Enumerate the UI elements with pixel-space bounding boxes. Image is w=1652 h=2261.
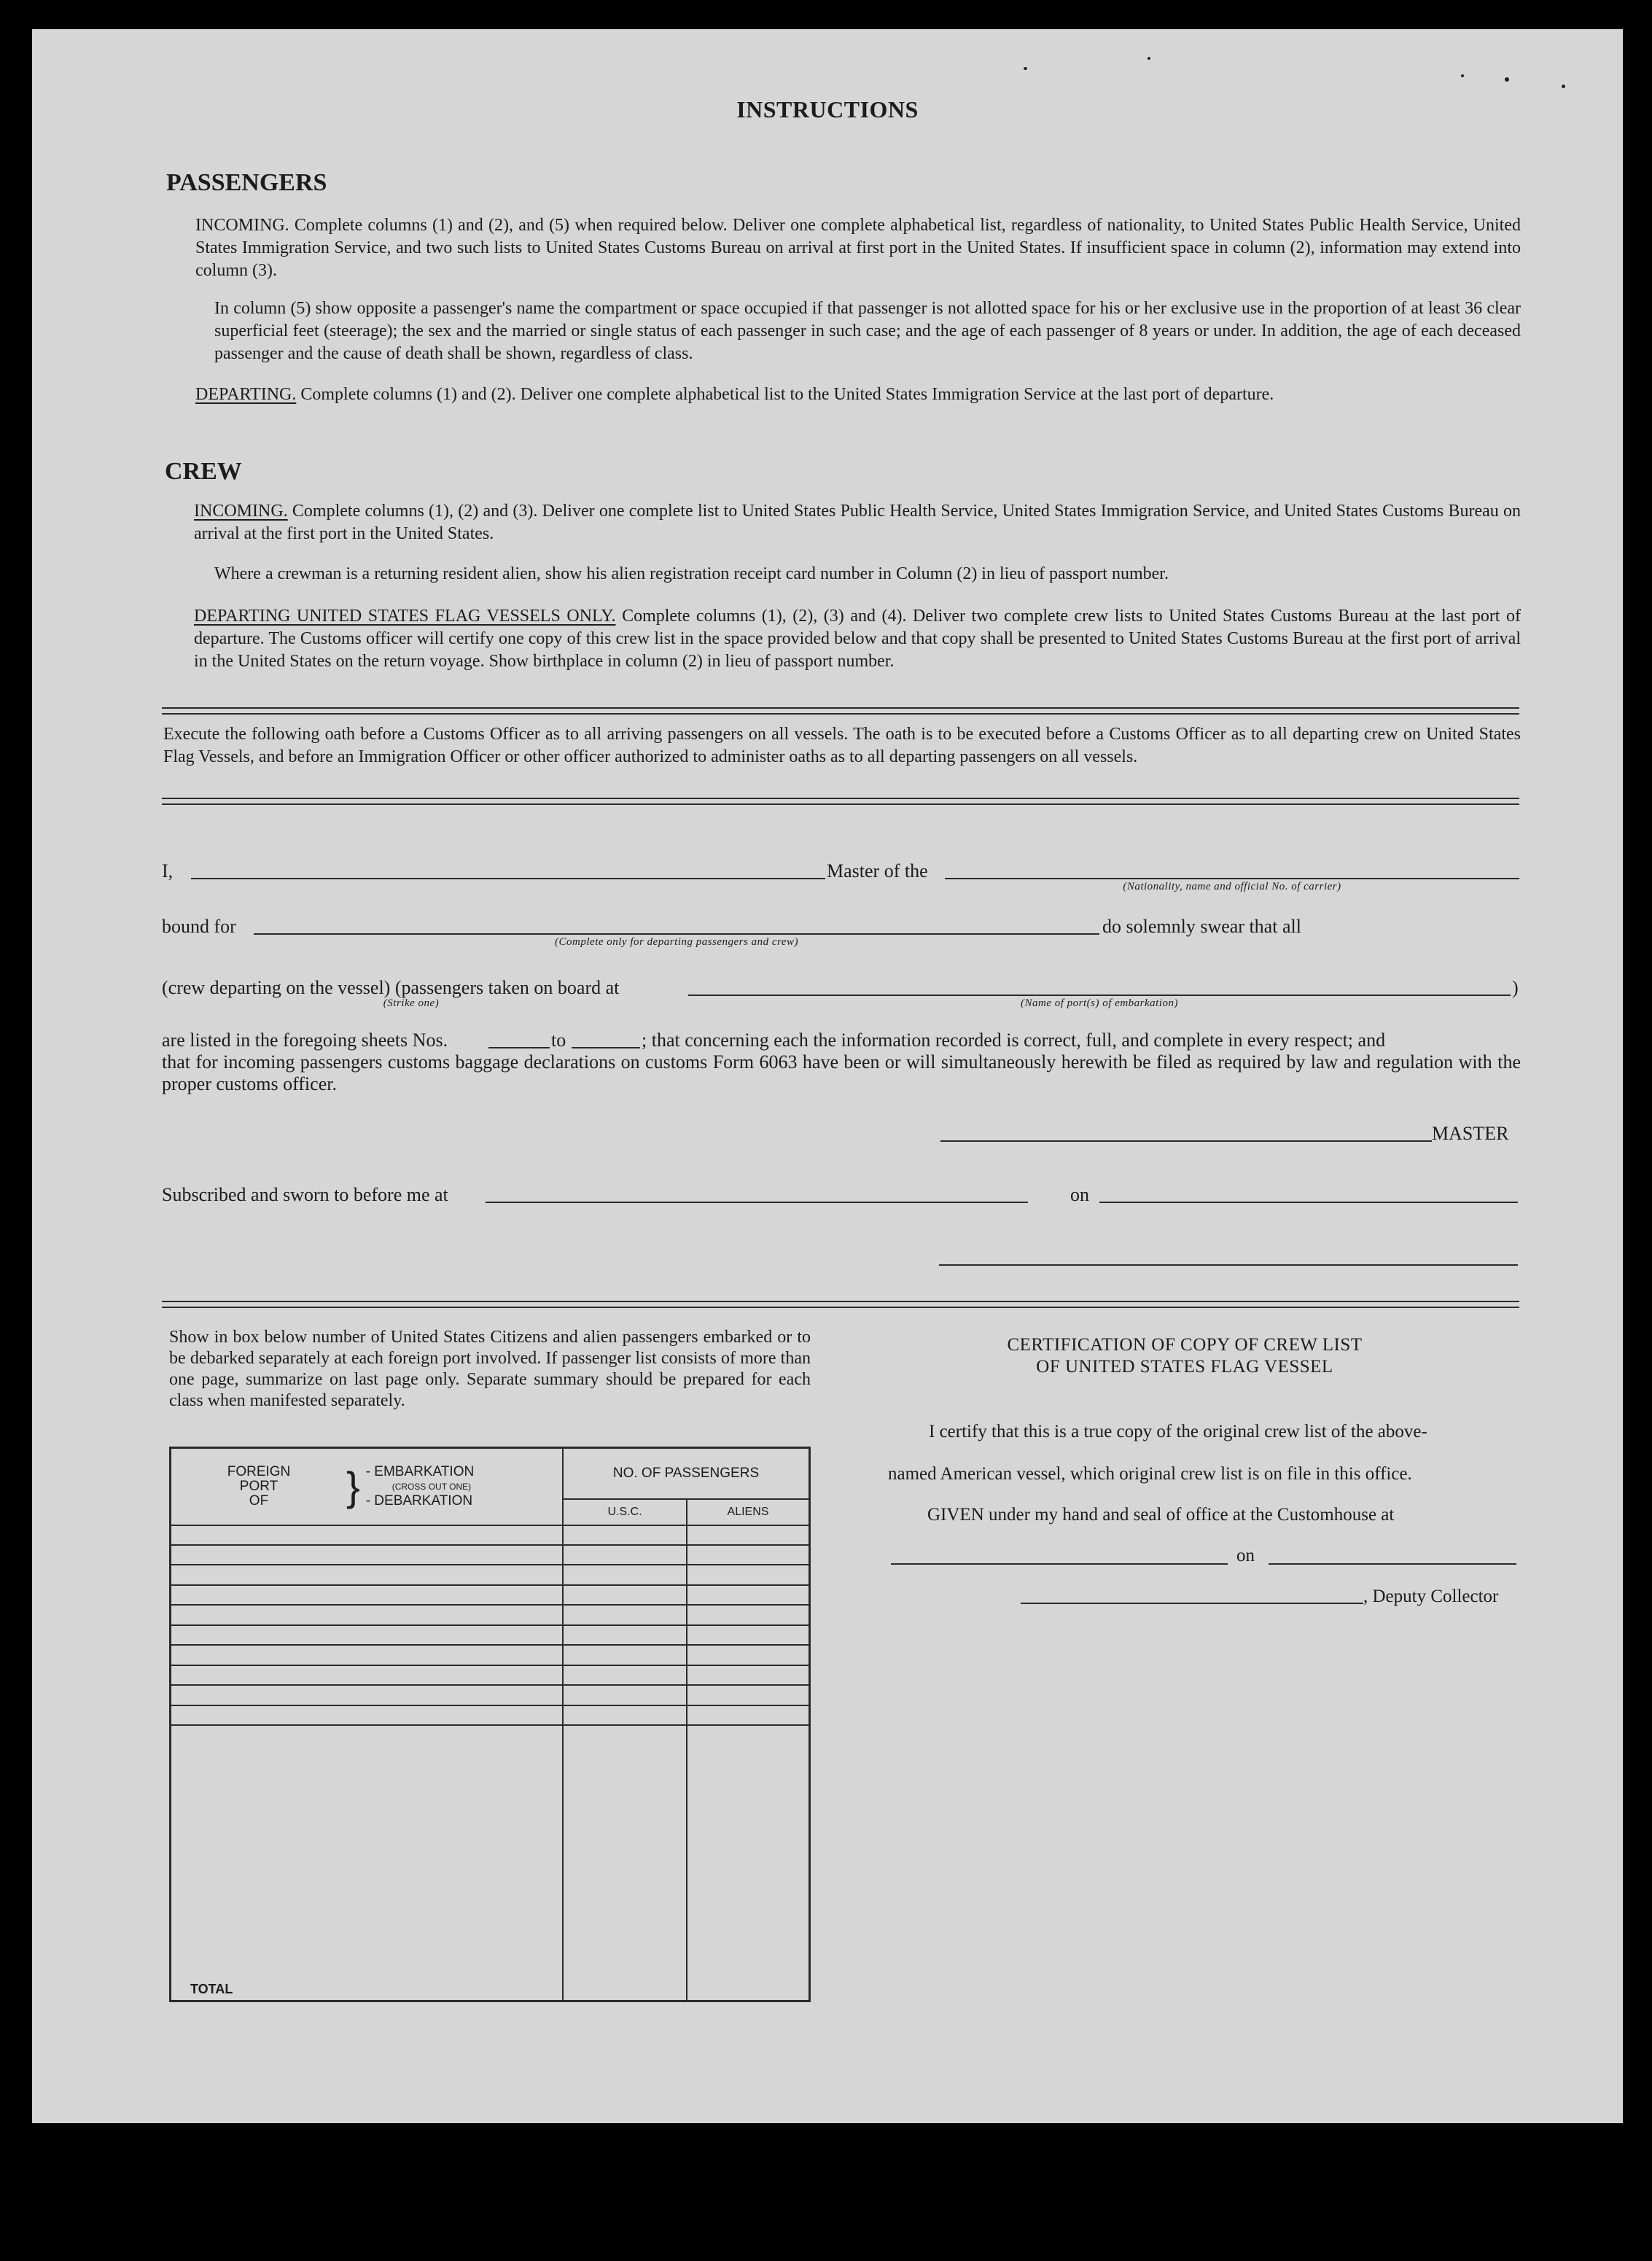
aliens-cell[interactable] (687, 1685, 810, 1705)
table-row (171, 1705, 810, 1725)
usc-cell[interactable] (563, 1605, 687, 1624)
crew-incoming-label: INCOMING. (194, 502, 288, 521)
carrier-caption: (Nationality, name and official No. of carrier) (1123, 881, 1341, 892)
total-label: TOTAL (171, 1725, 564, 2001)
double-rule (162, 798, 1519, 805)
aliens-total-cell[interactable] (687, 1725, 810, 2001)
bound-for-caption: (Complete only for departing passengers and crew) (555, 936, 798, 948)
embark-header (366, 1465, 475, 1509)
port-cell[interactable] (171, 1525, 564, 1545)
col-foreign: FOREIGN (227, 1463, 291, 1479)
master-signature-field[interactable] (940, 1140, 1432, 1142)
form-sheet (32, 29, 1623, 2123)
speck (1505, 77, 1509, 82)
usc-cell[interactable] (563, 1525, 687, 1545)
certification-line1: I certify that this is a true copy of the original crew list of the above- (929, 1422, 1427, 1441)
port-cell[interactable] (171, 1665, 564, 1685)
aliens-cell[interactable] (687, 1525, 810, 1545)
usc-cell[interactable] (563, 1585, 687, 1605)
usc-header: U.S.C. (563, 1499, 687, 1525)
embarkation-label: - EMBARKATION (365, 1463, 475, 1479)
certification-title (853, 1334, 1516, 1378)
port-cell[interactable] (171, 1545, 564, 1565)
table-row (171, 1685, 810, 1705)
crew-departing-label: (crew departing on the vessel) (passengers taken on board at (162, 977, 620, 998)
passenger-summary-table (169, 1447, 811, 2002)
ports-field[interactable] (688, 995, 1511, 996)
port-cell[interactable] (171, 1585, 564, 1605)
speck (1461, 74, 1464, 77)
port-cell[interactable] (171, 1705, 564, 1725)
passengers-departing-text: Complete columns (1) and (2). Deliver one complete alphabetical list to the United States Immigration Service at the last port of departure. (300, 385, 1274, 404)
sworn-date-field[interactable] (1099, 1202, 1518, 1203)
listed-to-label: to (551, 1030, 566, 1051)
sworn-place-field[interactable] (486, 1202, 1028, 1203)
sworn-on-label: on (1070, 1184, 1089, 1205)
usc-cell[interactable] (563, 1545, 687, 1565)
crew-heading: CREW (165, 458, 242, 485)
aliens-cell[interactable] (687, 1605, 810, 1624)
col-of: OF (249, 1493, 269, 1509)
port-cell[interactable] (171, 1645, 564, 1665)
ports-caption: (Name of port(s) of embarkation) (1021, 997, 1178, 1009)
no-passengers-header: NO. OF PASSENGERS (563, 1448, 810, 1499)
passengers-heading: PASSENGERS (166, 169, 327, 196)
debarkation-label: - DEBARKATION (365, 1493, 473, 1509)
usc-total-cell[interactable] (563, 1725, 687, 2001)
speck (1562, 85, 1565, 88)
crew-incoming-paragraph (194, 500, 1521, 545)
certification-date-field[interactable] (1269, 1563, 1516, 1565)
aliens-cell[interactable] (687, 1665, 810, 1685)
subscribed-label: Subscribed and sworn to before me at (162, 1184, 448, 1205)
master-of-label: Master of the (827, 860, 928, 882)
aliens-header: ALIENS (687, 1499, 810, 1525)
table-row (171, 1605, 810, 1624)
usc-cell[interactable] (563, 1565, 687, 1584)
table-row (171, 1565, 810, 1584)
aliens-cell[interactable] (687, 1565, 810, 1584)
port-cell[interactable] (171, 1565, 564, 1584)
table-row (171, 1665, 810, 1685)
officer-signature-field[interactable] (939, 1264, 1518, 1266)
listed-label-c: that for incoming passengers customs baggage declarations on customs Form 6063 have been or will simultaneously herewith be filed as required by law and regulation with the proper customs officer. (162, 1051, 1521, 1094)
deputy-signature-field[interactable] (1021, 1603, 1363, 1604)
crew-departing-text: Complete columns (1), (2), (3) and (4). Deliver two complete crew lists to United States Customs Bureau at the last port of departure. The Customs officer will certify one copy of this crew list in the space provided below and that copy shall be presented to United States Customs Bureau at the first port of arrival in the United States on the return voyage. Show birthplace in column (2) in lieu of passport number. (194, 607, 1522, 671)
oath-instruction: Execute the following oath before a Customs Officer as to all arriving passengers on all vessels. The oath is to be executed before a Customs Officer as to all departing crew on United States Flag Vessels, and before an Immigration Officer or other officer authorized to administer oaths as to all departing passengers on all vessels. (163, 725, 1521, 766)
crew-departing-label: DEPARTING UNITED STATES FLAG VESSELS ONLY. (194, 607, 616, 626)
close-paren: ) (1512, 977, 1519, 998)
table-row (171, 1625, 810, 1645)
sheet-to-field[interactable] (572, 1047, 640, 1048)
certification-line2: named American vessel, which original crew list is on file in this office. (888, 1464, 1412, 1484)
port-cell[interactable] (171, 1625, 564, 1645)
total-row (171, 1725, 810, 2001)
port-cell[interactable] (171, 1685, 564, 1705)
passengers-departing-label: DEPARTING. (195, 385, 297, 404)
double-rule (162, 1301, 1519, 1308)
double-rule (162, 707, 1519, 715)
oath-i-label: I, (162, 860, 174, 882)
crew-departing-paragraph (194, 605, 1521, 673)
aliens-cell[interactable] (687, 1545, 810, 1565)
passengers-incoming-label: INCOMING. (195, 216, 289, 235)
bound-for-label: bound for (162, 916, 236, 937)
listed-label-a: are listed in the foregoing sheets Nos. (162, 1030, 448, 1051)
passengers-departing-paragraph (195, 384, 1521, 406)
table-row (171, 1645, 810, 1665)
customhouse-field[interactable] (891, 1563, 1228, 1565)
col-port: PORT (239, 1478, 278, 1494)
passengers-column5-paragraph: In column (5) show opposite a passenger's name the compartment or space occupied if that passenger is not allotted space for his or her exclusive use in the proportion of at least 36 clear superficial feet (steerage); the sex and the married or single status of each passenger in such case; and the age of each passenger of 8 years or under. In addition, the age of each deceased passenger and the cause of death shall be shown, regardless of class. (214, 299, 1521, 363)
aliens-cell[interactable] (687, 1705, 810, 1725)
certification-title-line2: OF UNITED STATES FLAG VESSEL (1036, 1357, 1333, 1377)
brace: } (346, 1463, 360, 1509)
usc-cell[interactable] (563, 1625, 687, 1645)
table-row (171, 1545, 810, 1565)
certification-on-label: on (1236, 1546, 1255, 1565)
passengers-incoming-paragraph (195, 214, 1521, 282)
usc-cell[interactable] (563, 1685, 687, 1705)
speck (1024, 67, 1027, 70)
aliens-cell[interactable] (687, 1585, 810, 1605)
bound-for-field[interactable] (254, 933, 1099, 935)
usc-cell[interactable] (563, 1645, 687, 1665)
aliens-cell[interactable] (687, 1625, 810, 1645)
passengers-incoming-text: Complete columns (1) and (2), and (5) when required below. Deliver one complete alphabetical list, regardless of nationality, to United States Public Health Service, United States Immigration Service, and two such lists to United States Customs Bureau on arrival at first port in the United States. If insufficient space in column (2), information may extend into column (3). (195, 216, 1522, 280)
carrier-field[interactable] (945, 878, 1519, 879)
usc-cell[interactable] (563, 1665, 687, 1685)
listed-label-b: ; that concerning each the information recorded is correct, full, and complete in every respect; and (642, 1030, 1386, 1051)
port-header-cell (171, 1448, 564, 1525)
table-row (171, 1585, 810, 1605)
swear-label: do solemnly swear that all (1102, 916, 1301, 937)
aliens-cell[interactable] (687, 1645, 810, 1665)
certification-line3: GIVEN under my hand and seal of office at the Customhouse at (927, 1505, 1395, 1525)
crew-alien-paragraph: Where a crewman is a returning resident alien, show his alien registration receipt card number in Column (2) in lieu of passport number. (214, 564, 1169, 583)
sheet-from-field[interactable] (488, 1047, 550, 1048)
certification-title-line1: CERTIFICATION OF COPY OF CREW LIST (1007, 1335, 1363, 1355)
port-cell[interactable] (171, 1605, 564, 1624)
page-title: INSTRUCTIONS (736, 96, 919, 122)
foreign-port-header (171, 1465, 346, 1509)
deputy-collector-label: , Deputy Collector (1363, 1587, 1499, 1606)
speck (1148, 57, 1150, 60)
table-row (171, 1525, 810, 1545)
summary-instruction: Show in box below number of United States Citizens and alien passengers embarked or to be debarked separately at each foreign port involved. If passenger list consists of more than one page, summarize on last page only. Separate summary should be prepared for each class when manifested separately. (169, 1328, 811, 1410)
master-label: MASTER (1432, 1123, 1509, 1144)
crew-incoming-text: Complete columns (1), (2) and (3). Deliver one complete list to United States Public Health Service, United States Immigration Service, and United States Customs Bureau on arrival at the first port in the United States. (194, 502, 1522, 543)
usc-cell[interactable] (563, 1705, 687, 1725)
cross-out-label: (CROSS OUT ONE) (391, 1481, 472, 1492)
strike-caption: (Strike one) (383, 997, 440, 1009)
master-name-field[interactable] (191, 878, 825, 879)
